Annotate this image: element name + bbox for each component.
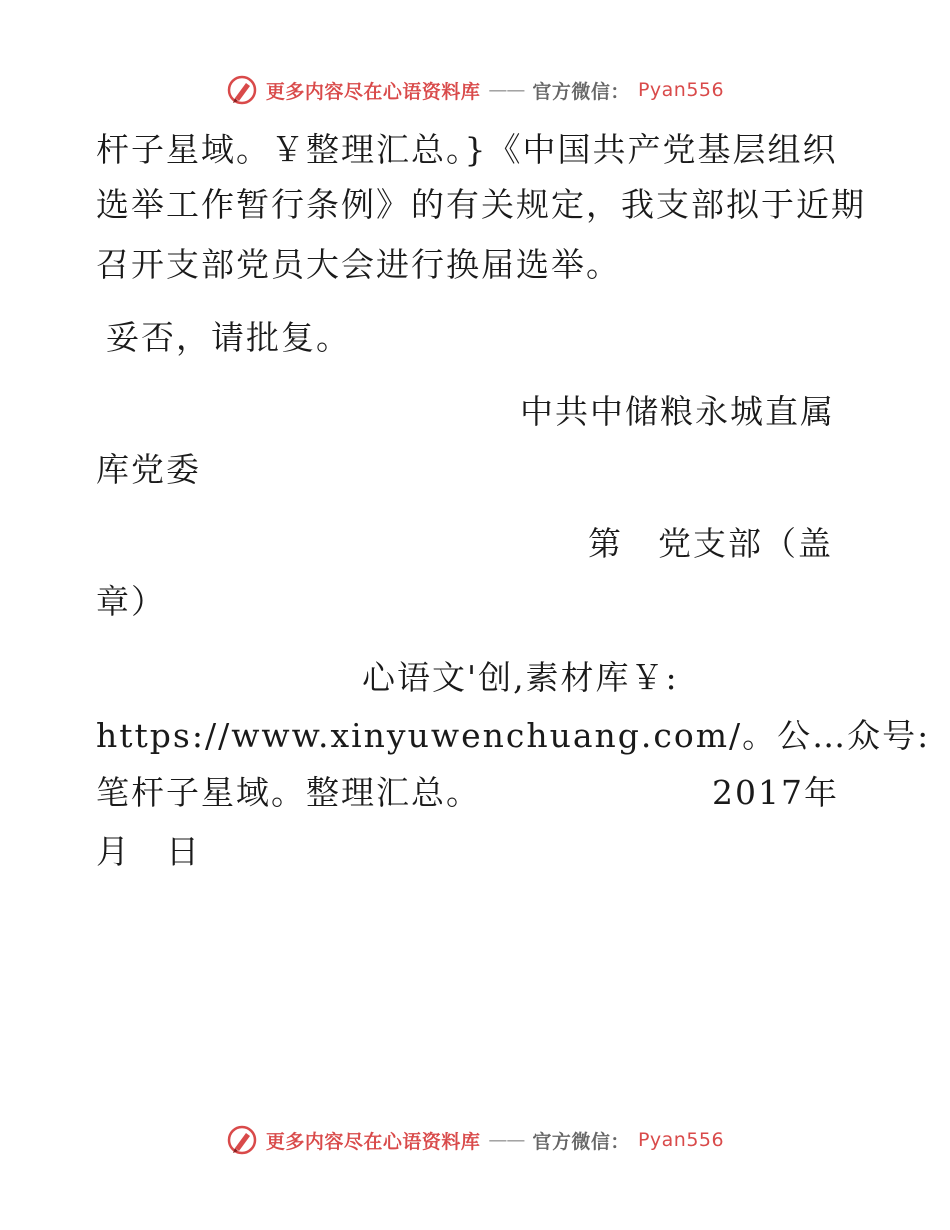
- date-year: 2017年: [712, 773, 839, 812]
- signature-org-line-1: 中共中储粮永城直属: [520, 392, 835, 431]
- signature-branch-line-2: 章）: [96, 582, 166, 621]
- source-url-line: https://www.xinyuwenchuang.com/。公…众号:: [96, 716, 931, 755]
- pen-logo-icon: [226, 1124, 258, 1156]
- watermark-account: Pyan556: [637, 1129, 725, 1151]
- body-line-1: 杆子星域。￥整理汇总。}《中国共产党基层组织: [96, 130, 838, 169]
- pen-logo-icon: [226, 74, 258, 106]
- header-watermark: [0, 70, 950, 110]
- watermark-text: 更多内容尽在心语资料库: [265, 80, 481, 103]
- watermark-account: Pyan556: [637, 79, 725, 101]
- watermark-dash: ——: [488, 79, 525, 101]
- body-line-2: 选举工作暂行条例》的有关规定，我支部拟于近期: [96, 185, 866, 224]
- watermark-official-label: 官方微信：: [532, 1130, 630, 1153]
- watermark-official-label: 官方微信：: [532, 80, 630, 103]
- signature-branch-line-1: 第 党支部（盖: [588, 524, 833, 563]
- date-month-day: 月 日: [96, 832, 201, 871]
- source-line-3: 笔杆子星域。整理汇总。: [96, 773, 481, 812]
- footer-watermark: [0, 1120, 950, 1160]
- body-line-3: 召开支部党员大会进行换届选举。: [96, 245, 621, 284]
- watermark-text: 更多内容尽在心语资料库: [265, 1130, 481, 1153]
- approval-request-line: 妥否，请批复。: [106, 318, 351, 357]
- source-line-1: 心语文'创,素材库￥:: [362, 658, 679, 697]
- signature-org-line-2: 库党委: [96, 450, 201, 489]
- watermark-dash: ——: [488, 1129, 525, 1151]
